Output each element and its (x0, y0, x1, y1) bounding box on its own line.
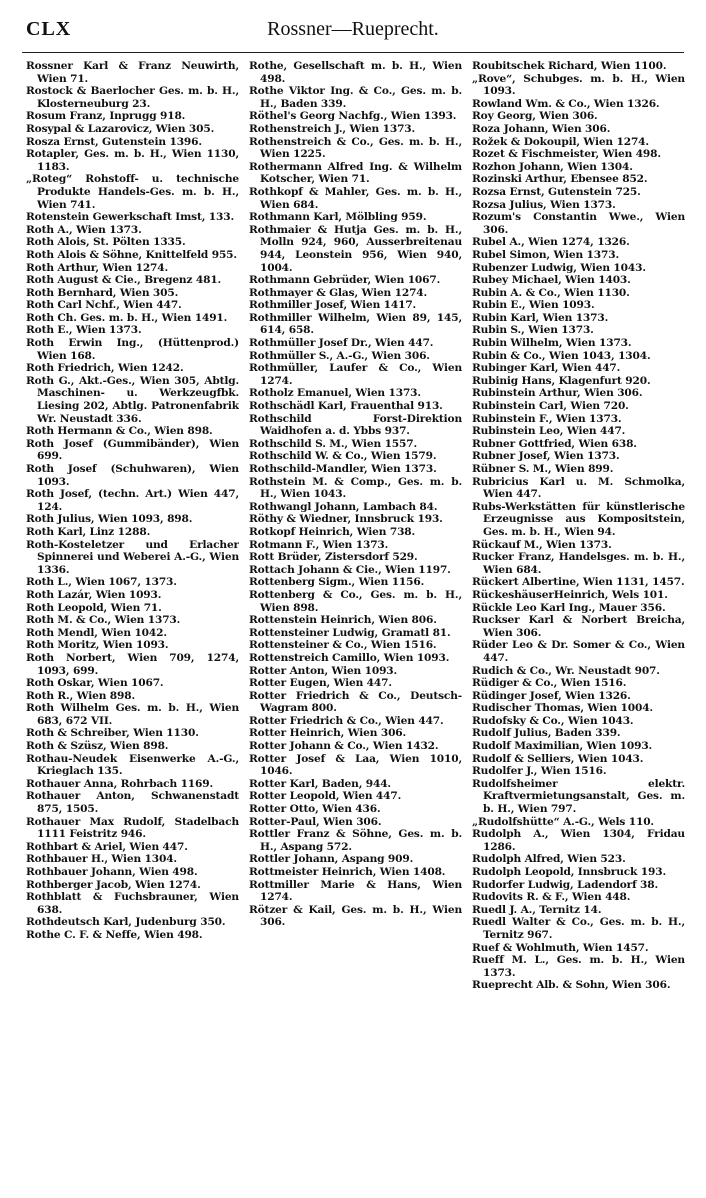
column-left (26, 60, 239, 1184)
directory-entry: Rottler Franz & Söhne, Ges. m. b. H., Aspang 572. (249, 828, 462, 853)
directory-entry: Rotholz Emanuel, Wien 1373. (249, 387, 421, 400)
directory-entry: Roth L., Wien 1067, 1373. (26, 576, 177, 589)
directory-entry: Rubey Michael, Wien 1403. (472, 274, 631, 287)
directory-entry: Roth Wilhelm Ges. m. b. H., Wien 683, 672 VII. (26, 702, 239, 727)
directory-entry: Rueprecht Alb. & Sohn, Wien 306. (472, 979, 671, 992)
directory-entry: Roth & Schreiber, Wien 1130. (26, 727, 199, 740)
directory-entry: Roth Erwin Ing., (Hüttenprod.) Wien 168. (26, 337, 239, 362)
directory-entry: Roth Carl Nchf., Wien 447. (26, 299, 182, 312)
directory-entry: Rothmüller Josef Dr., Wien 447. (249, 337, 434, 350)
directory-entry: Rudolf Julius, Baden 339. (472, 727, 621, 740)
directory-entry: Rubinstein Carl, Wien 720. (472, 400, 629, 413)
directory-entry: Rudofsky & Co., Wien 1043. (472, 714, 634, 727)
directory-entry: Rothmüller S., A.-G., Wien 306. (249, 349, 430, 362)
directory-entry: Rübner S. M., Wien 899. (472, 463, 614, 475)
directory-entry: Rudich & Co., Wr. Neustadt 907. (472, 664, 660, 677)
directory-entry: Roubitschek Richard, Wien 1100. (472, 60, 667, 72)
directory-entry: Rüdinger Josef, Wien 1326. (472, 689, 631, 702)
directory-entry: Rozet & Fischmeister, Wien 498. (472, 148, 661, 161)
directory-entry: Rubin & Co., Wien 1043, 1304. (472, 349, 651, 362)
directory-entry: Rothauer Anna, Rohrbach 1169. (26, 777, 213, 790)
directory-entry: Roth Alois & Söhne, Knittelfeld 955. (26, 248, 237, 261)
directory-entry: Rottmeister Heinrich, Wien 1408. (249, 866, 446, 878)
directory-entry: Rubel Simon, Wien 1373. (472, 248, 619, 261)
directory-entry: Rozinski Arthur, Ebensee 852. (472, 173, 648, 186)
directory-entry: Rothschild W. & Co., Wien 1579. (249, 450, 437, 463)
directory-entry: Roth & Szüsz, Wien 898. (26, 740, 169, 753)
directory-entry: Rudolph Alfred, Wien 523. (472, 853, 626, 866)
directory-entry: Rothe, Gesellschaft m. b. H., Wien 498. (249, 60, 462, 85)
directory-entry: Rotenstein Gewerkschaft Imst, 133. (26, 211, 235, 224)
directory-entry: Rudorfer Ludwig, Ladendorf 38. (472, 878, 659, 891)
directory-entry: Roth Karl, Linz 1288. (26, 525, 151, 538)
directory-entry: Rotter Josef & Laa, Wien 1010, 1046. (249, 752, 462, 778)
directory-entry: Rueff M. L., Ges. m. b. H., Wien 1373. (472, 954, 685, 979)
directory-entry: Roth Bernhard, Wien 305. (26, 286, 179, 299)
directory-entry: Rudolf & Selliers, Wien 1043. (472, 752, 644, 765)
directory-entry: „Rove“, Schubges. m. b. H., Wien 1093. (472, 72, 685, 98)
directory-entry: Röthel's Georg Nachfg., Wien 1393. (249, 110, 457, 123)
directory-entry: Rothbauer Johann, Wien 498. (26, 866, 198, 878)
directory-entry: Roth Arthur, Wien 1274. (26, 261, 169, 274)
directory-entry: Rubinig Hans, Klagenfurt 920. (472, 374, 651, 387)
directory-entry: Rožek & Dokoupil, Wien 1274. (472, 135, 649, 148)
directory-entry: Rothmiller Wilhelm, Wien 89, 145, 614, 658. (249, 311, 462, 337)
directory-entry: „Rudolfshütte“ A.-G., Wels 110. (472, 815, 654, 828)
directory-entry: Rozum's Constantin Wwe., Wien 306. (472, 211, 685, 236)
directory-entry: Rothauer Anton, Schwanenstadt 875, 1505. (26, 790, 239, 816)
directory-entry: Rotter Anton, Wien 1093. (249, 664, 398, 677)
directory-entry: Rozhon Johann, Wien 1304. (472, 160, 633, 173)
directory-entry: Rothbauer H., Wien 1304. (26, 853, 177, 866)
directory-entry: Rothermann Alfred Ing. & Wilhelm Kotscher, Wien 71. (249, 160, 462, 186)
directory-entry: Rothwangl Johann, Lambach 84. (249, 500, 438, 513)
directory-entry: Rosypal & Lazarovicz, Wien 305. (26, 122, 215, 135)
directory-entry: Rothmaier & Hutja Ges. m. b. H., Molln 924, 960, Ausserbreitenau 944, Leonstein 956, Wien 940, 1004. (249, 223, 462, 274)
directory-entry: Rotter Heinrich, Wien 306. (249, 727, 407, 740)
directory-entry: Roth Josef, (techn. Art.) Wien 447, 124. (26, 488, 239, 513)
directory-entry: Rothbart & Ariel, Wien 447. (26, 840, 188, 853)
directory-entry: Rubinstein Leo, Wien 447. (472, 425, 626, 438)
directory-entry: Rothschild-Mandler, Wien 1373. (249, 463, 437, 475)
directory-entry: Rothberger Jacob, Wien 1274. (26, 878, 201, 891)
directory-entry: Rothmüller, Laufer & Co., Wien 1274. (249, 362, 462, 387)
directory-entry: Roth A., Wien 1373. (26, 223, 142, 236)
directory-entry: Ruckser Karl & Norbert Breicha, Wien 306. (472, 614, 685, 639)
directory-entry: Roth August & Cie., Bregenz 481. (26, 274, 222, 287)
directory-entry: Röthy & Wiedner, Innsbruck 193. (249, 513, 443, 526)
directory-entry: Rotter Otto, Wien 436. (249, 803, 381, 816)
directory-entry: Roth Josef (Schuhwaren), Wien 1093. (26, 463, 239, 488)
directory-entry: Rottensteiner & Co., Wien 1516. (249, 639, 437, 652)
directory-entry: Rosum Franz, Inprugg 918. (26, 110, 186, 123)
directory-entry: Rotkopf Heinrich, Wien 738. (249, 525, 416, 538)
directory-entry: Rubel A., Wien 1274, 1326. (472, 236, 630, 249)
directory-entry: Rüdiger & Co., Wien 1516. (472, 677, 627, 690)
directory-entry: Rothschild S. M., Wien 1557. (249, 437, 418, 450)
directory-entry: Rottenberg Sigm., Wien 1156. (249, 576, 425, 589)
directory-entry: Rothstein M. & Comp., Ges. m. b. H., Wien 1043. (249, 475, 462, 501)
directory-entry: Rottmiller Marie & Hans, Wien 1274. (249, 878, 462, 904)
directory-entry: Rothmayer & Glas, Wien 1274. (249, 286, 428, 299)
directory-entry: Roth Josef (Gummibänder), Wien 699. (26, 437, 239, 463)
directory-entry: Rosza Ernst, Gutenstein 1396. (26, 135, 202, 148)
directory-entry: Rotter Johann & Co., Wien 1432. (249, 740, 439, 753)
directory-entry: Rothmann Karl, Mölbling 959. (249, 211, 427, 224)
directory-entry: Rudolph A., Wien 1304, Fridau 1286. (472, 828, 685, 853)
directory-entry: Rubs-Werkstätten für künstlerische Erzeugnisse aus Kompositstein, Ges. m. b. H., Wien 94. (472, 500, 685, 538)
directory-entry: Rossner Karl & Franz Neuwirth, Wien 71. (26, 60, 239, 85)
directory-entry: RückeshäuserHeinrich, Wels 101. (472, 588, 668, 601)
directory-entry: Rottler Johann, Aspang 909. (249, 853, 414, 866)
directory-entry: Rottensteiner Ludwig, Gramatl 81. (249, 626, 451, 639)
directory-entry: Roth Mendl, Wien 1042. (26, 626, 167, 639)
directory-entry: Rudischer Thomas, Wien 1004. (472, 702, 653, 715)
directory-entry: Rubin Wilhelm, Wien 1373. (472, 337, 632, 350)
directory-entry: Rothauer Max Rudolf, Stadelbach 1111 Feistritz 946. (26, 815, 239, 841)
directory-entry: Rothdeutsch Karl, Judenburg 350. (26, 916, 226, 929)
directory-entry: Roth R., Wien 898. (26, 689, 135, 702)
directory-entry: Rubin Karl, Wien 1373. (472, 311, 609, 324)
directory-entry: Rozsa Ernst, Gutenstein 725. (472, 185, 641, 198)
directory-entry: Roth Moritz, Wien 1093. (26, 639, 169, 652)
directory-entry: Rothkopf & Mahler, Ges. m. b. H., Wien 684. (249, 185, 462, 211)
directory-entry: Roth Friedrich, Wien 1242. (26, 362, 184, 375)
directory-entry: Roth Alois, St. Pölten 1335. (26, 236, 186, 249)
directory-entry: Roth E., Wien 1373. (26, 324, 142, 337)
directory-entry: Rothau-Neudek Eisenwerke A.-G., Krieglach 135. (26, 752, 239, 778)
directory-entry: Roth Hermann & Co., Wien 898. (26, 425, 213, 438)
directory-entry: Rottenstreich Camillo, Wien 1093. (249, 651, 450, 664)
directory-entry: Rotter Eugen, Wien 447. (249, 677, 392, 690)
directory-entry: Rozsa Julius, Wien 1373. (472, 198, 616, 211)
directory-entry: Rüder Leo & Dr. Somer & Co., Wien 447. (472, 639, 685, 664)
directory-entry: Rottenstein Heinrich, Wien 806. (249, 614, 437, 627)
directory-entry: Roth Julius, Wien 1093, 898. (26, 513, 193, 526)
directory-entry: Rubinstein Arthur, Wien 306. (472, 387, 643, 400)
directory-entry: Roth-Kosteletzer und Erlacher Spinnerei und Weberei A.-G., Wien 1336. (26, 538, 239, 576)
directory-entry: Rottenberg & Co., Ges. m. b. H., Wien 898. (249, 588, 462, 614)
page-number: CLX (26, 18, 72, 40)
directory-entry: Rudolf Maximilian, Wien 1093. (472, 740, 653, 753)
directory-entry: Rothe C. F. & Neffe, Wien 498. (26, 928, 203, 941)
directory-entry: Rotter Leopold, Wien 447. (249, 790, 402, 803)
directory-entry: Rückert Albertine, Wien 1131, 1457. (472, 576, 685, 589)
running-title: Rossner—Rueprecht. (267, 18, 439, 40)
directory-entry: Ruef & Wohlmuth, Wien 1457. (472, 941, 649, 954)
directory-entry: Rott Brüder, Zistersdorf 529. (249, 551, 418, 564)
directory-entry: Rubner Gottfried, Wien 638. (472, 437, 637, 450)
directory-entry: Rothenstreich J., Wien 1373. (249, 122, 416, 135)
directory-entry: Roth Oskar, Wien 1067. (26, 677, 164, 690)
directory-entry: Roth Norbert, Wien 709, 1274, 1093, 699. (26, 651, 239, 677)
directory-entry: Rostock & Baerlocher Ges. m. b. H., Klosterneuburg 23. (26, 85, 239, 110)
directory-entry: Rubin S., Wien 1373. (472, 324, 594, 337)
page-header (22, 14, 684, 48)
directory-entry: Ruedl Walter & Co., Ges. m. b. H., Ternitz 967. (472, 916, 685, 941)
directory-entry: Rothblatt & Fuchsbrauner, Wien 638. (26, 891, 239, 916)
directory-entry: Rötzer & Kail, Ges. m. b. H., Wien 306. (249, 903, 462, 929)
directory-entry: Rubinger Karl, Wien 447. (472, 362, 621, 375)
directory-entry: Rothmann Gebrüder, Wien 1067. (249, 274, 441, 287)
directory-entry: Rubinstein F., Wien 1373. (472, 412, 622, 425)
directory-entry: Rothschild Forst-Direktion Waidhofen a. d. Ybbs 937. (249, 412, 462, 438)
directory-entry: Rucker Franz, Handelsges. m. b. H., Wien 684. (472, 551, 685, 576)
directory-entry: Roth Leopold, Wien 71. (26, 601, 162, 614)
directory-entry: Rückauf M., Wien 1373. (472, 538, 612, 551)
directory-entry: Rothenstreich & Co., Ges. m. b. H., Wien 1225. (249, 135, 462, 161)
directory-entry: Rubenzer Ludwig, Wien 1043. (472, 261, 646, 274)
directory-entry: Rothmiller Josef, Wien 1417. (249, 299, 417, 312)
directory-entry: Rubin A. & Co., Wien 1130. (472, 286, 630, 299)
directory-entry: Rudolfer J., Wien 1516. (472, 765, 607, 778)
directory-entry: Rottach Johann & Cie., Wien 1197. (249, 563, 451, 576)
directory-entry: Roth Lazár, Wien 1093. (26, 588, 162, 601)
directory-entry: Roza Johann, Wien 306. (472, 122, 611, 135)
directory-entry: Rotter-Paul, Wien 306. (249, 815, 382, 828)
directory-entry: Rothe Viktor Ing. & Co., Ges. m. b. H., Baden 339. (249, 85, 462, 110)
directory-entry: Rudolph Leopold, Innsbruck 193. (472, 866, 666, 878)
directory-entry: Roy Georg, Wien 306. (472, 110, 598, 123)
entries-columns (26, 60, 686, 1184)
directory-entry: Rowland Wm. & Co., Wien 1326. (472, 97, 660, 110)
directory-entry: Rudolfsheimer elektr. Kraftvermietungsanstalt, Ges. m. b. H., Wien 797. (472, 777, 685, 816)
directory-entry: „Roteg“ Rohstoff- u. technische Produkte Handels-Ges. m. b. H., Wien 741. (26, 173, 239, 211)
directory-entry: Rothschädl Karl, Frauenthal 913. (249, 400, 443, 413)
column-middle (249, 60, 462, 1184)
directory-entry: Rückle Leo Karl Ing., Mauer 356. (472, 601, 666, 614)
directory-entry: Roth Ch. Ges. m. b. H., Wien 1491. (26, 311, 228, 324)
directory-entry: Roth G., Akt.-Ges., Wien 305, Abtlg. Maschinen- u. Werkzeugfbk. Liesing 202, Abtlg. Patronenfabrik Wr. Neustadt 336. (26, 374, 239, 425)
directory-entry: Rubricius Karl u. M. Schmolka, Wien 447. (472, 475, 685, 501)
directory-entry: Rotter Karl, Baden, 944. (249, 777, 391, 790)
directory-entry: Rotapler, Ges. m. b. H., Wien 1130, 1183. (26, 148, 239, 173)
directory-entry: Rotter Friedrich & Co., Wien 447. (249, 714, 444, 727)
directory-entry: Rubin E., Wien 1093. (472, 299, 595, 312)
directory-entry: Roth M. & Co., Wien 1373. (26, 614, 181, 627)
directory-entry: Rubner Josef, Wien 1373. (472, 450, 620, 463)
header-rule (22, 52, 684, 53)
directory-entry: Rotmann F., Wien 1373. (249, 538, 389, 551)
column-right (472, 60, 685, 1184)
directory-entry: Ruedl J. A., Ternitz 14. (472, 903, 602, 916)
directory-entry: Rudovits R. & F., Wien 448. (472, 891, 631, 904)
directory-entry: Rotter Friedrich & Co., Deutsch-Wagram 800. (249, 689, 462, 715)
